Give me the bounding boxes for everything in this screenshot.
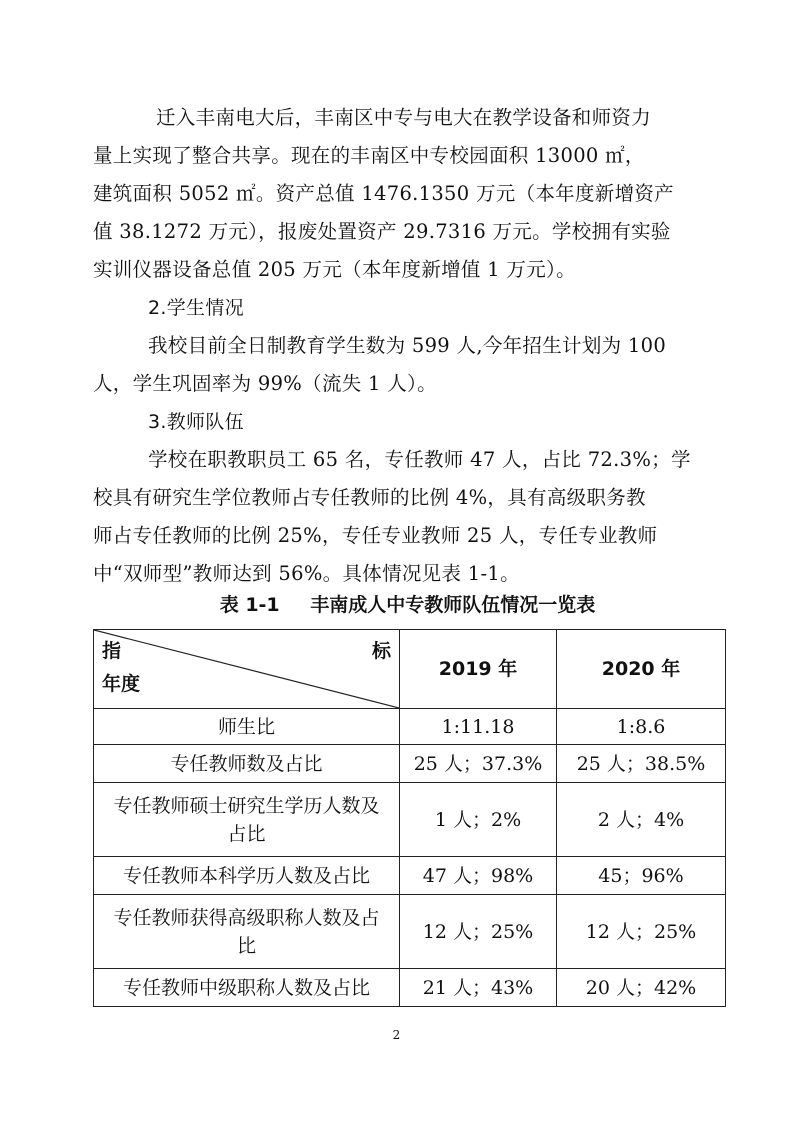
cell-2019: 1 人；2% (400, 783, 557, 857)
page-number: 2 (392, 1028, 401, 1042)
cell-2020: 12 人；25% (557, 895, 726, 969)
table-row (94, 895, 726, 969)
table-row (94, 857, 726, 895)
table-caption-number: 表 1-1 (219, 594, 280, 616)
table-row (94, 745, 726, 783)
paragraph-line: 量上实现了整合共享。现在的丰南区中专校园面积 13000 ㎡， (93, 144, 645, 167)
row-label: 专任教师中级职称人数及占比 (94, 969, 400, 1007)
paragraph-line: 中“双师型”教师达到 56%。具体情况见表 1-1。 (93, 562, 520, 585)
paragraph-line: 学校在职教职员工 65 名，专任教师 47 人，占比 72.3%；学 (148, 448, 691, 471)
cell-2020: 20 人；42% (557, 969, 726, 1007)
diagonal-line (94, 630, 399, 708)
diagonal-header-cell (94, 630, 400, 709)
section-heading-teachers: 3.教师队伍 (148, 411, 244, 433)
table-header-row (94, 630, 726, 709)
cell-2020: 25 人；38.5% (557, 745, 726, 783)
cell-2020: 2 人；4% (557, 783, 726, 857)
paragraph-line: 校具有研究生学位教师占专任教师的比例 4%，具有高级职务教 (93, 486, 646, 509)
section-heading-students: 2.学生情况 (148, 297, 244, 319)
cell-2019: 12 人；25% (400, 895, 557, 969)
paragraph-line: 迁入丰南电大后，丰南区中专与电大在教学设备和师资力 (156, 106, 652, 129)
header-2020: 2020 年 (557, 630, 726, 709)
cell-2019: 21 人；43% (400, 969, 557, 1007)
row-label: 专任教师数及占比 (94, 745, 400, 783)
header-indicator-label-2: 标 (371, 640, 391, 662)
row-label: 师生比 (94, 709, 400, 745)
paragraph-line: 我校目前全日制教育学生数为 599 人,今年招生计划为 100 (148, 334, 667, 357)
paragraph-line: 值 38.1272 万元），报废处置资产 29.7316 万元。学校拥有实验 (93, 220, 671, 243)
cell-2019: 1:11.18 (400, 709, 557, 745)
cell-2019: 25 人；37.3% (400, 745, 557, 783)
cell-2020: 45；96% (557, 857, 726, 895)
cell-2019: 47 人；98% (400, 857, 557, 895)
row-label: 专任教师本科学历人数及占比 (94, 857, 400, 895)
paragraph-line: 人，学生巩固率为 99%（流失 1 人）。 (93, 372, 437, 395)
header-indicator-label: 指 (102, 640, 122, 662)
cell-2020: 1:8.6 (557, 709, 726, 745)
table-row (94, 969, 726, 1007)
header-year-label: 年度 (102, 673, 141, 695)
header-2019: 2019 年 (400, 630, 557, 709)
paragraph-line: 实训仪器设备总值 205 万元（本年度新增值 1 万元）。 (93, 258, 576, 281)
table-row (94, 709, 726, 745)
paragraph-line: 师占专任教师的比例 25%，专任专业教师 25 人，专任专业教师 (93, 524, 658, 547)
row-label: 专任教师硕士研究生学历人数及占比 (94, 783, 400, 857)
paragraph-line: 建筑面积 5052 ㎡。资产总值 1476.1350 万元（本年度新增资产 (93, 182, 674, 205)
table-caption-title: 丰南成人中专教师队伍情况一览表 (310, 594, 596, 616)
table-caption (90, 592, 725, 618)
teacher-stats-table (93, 629, 726, 1007)
row-label: 专任教师获得高级职称人数及占比 (94, 895, 400, 969)
table-row (94, 783, 726, 857)
